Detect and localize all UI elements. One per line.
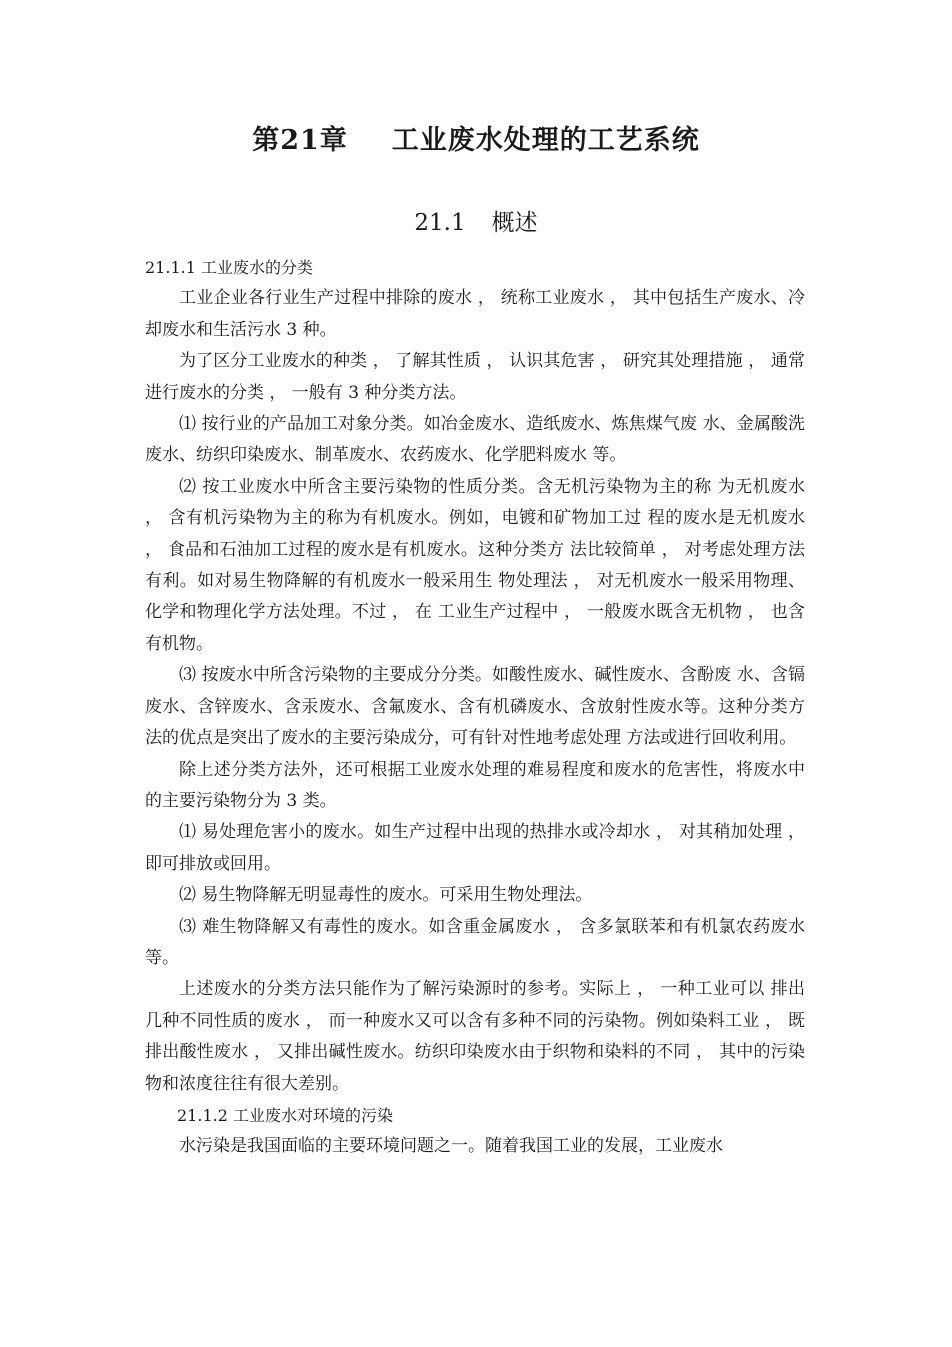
paragraph: 上述废水的分类方法只能作为了解污染源时的参考。实际上 ， 一种工业可以 排出几种不同性质的废水 ， 而一种废水又可以含有多种不同的污染物。例如染料工业 ， 既排出酸性废水 ， 又排出碱性废水。纺织印染废水由于织物和染料的不同 ， 其中的污染物和浓度往往有很大差别。	[145, 979, 805, 1094]
chapter-title-text: 工业废水处理的工艺系统	[391, 125, 700, 156]
body-text	[145, 252, 805, 1163]
chapter-title	[0, 118, 952, 157]
section-number: 21.1	[414, 210, 466, 236]
paragraph: ⑶ 难生物降解又有毒性的废水。如含重金属废水 ， 含多氯联苯和有机氯农药废水等。	[145, 916, 805, 968]
paragraph: ⑴ 易处理危害小的废水。如生产过程中出现的热排水或冷却水 ， 对其稍加处理 ， 即可排放或回用。	[145, 822, 805, 874]
paragraph: 水污染是我国面临的主要环境问题之一。随着我国工业的发展，工业废水	[179, 1136, 723, 1157]
paragraph: ⑵ 易生物降解无明显毒性的废水。可采用生物处理法。	[179, 885, 593, 906]
paragraph: 为了区分工业废水的种类 ， 了解其性质 ， 认识其危害 ， 研究其处理措施 ， 通常进行废水的分类 ， 一般有 3 种分类方法。	[145, 351, 805, 403]
paragraph: ⑴ 按行业的产品加工对象分类。如冶金废水、造纸废水、炼焦煤气废 水、金属酸洗废水、纺织印染废水、制革废水、农药废水、化学肥料废水 等。	[145, 414, 805, 466]
paragraph: 工业企业各行业生产过程中排除的废水 ， 统称工业废水 ， 其中包括生产废水、冷却废水和生活污水 3 种。	[145, 288, 805, 340]
subsection-heading-classification: 21.1.1 工业废水的分类	[145, 258, 313, 277]
paragraph: 除上述分类方法外，还可根据工业废水处理的难易程度和废水的危害性，将废水中的主要污染物分为 3 类。	[145, 759, 805, 811]
paragraph: ⑶ 按废水中所含污染物的主要成分分类。如酸性废水、碱性废水、含酚废 水、含镉废水、含锌废水、含汞废水、含氟废水、含有机磷废水、含放射性废水等。这种分类方法的优点是突出了废水的主要污染成分，可有针对性地考虑处理 方法或进行回收利用。	[145, 665, 805, 749]
subsection-heading-pollution: 21.1.2 工业废水对环境的污染	[177, 1105, 393, 1125]
section-title	[0, 204, 952, 237]
section-title-text: 概述	[491, 210, 538, 236]
chapter-number: 第21章	[252, 125, 348, 156]
paragraph: ⑵ 按工业废水中所含主要污染物的性质分类。含无机污染物为主的称 为无机废水 ， 含有机污染物为主的称为有机废水。例如，电镀和矿物加工过 程的废水是无机废水 ， 食品和石油加工过程的废水是有机废水。这种分类方 法比较简单 ， 对考虑处理方法有利。如对易生物降解的有机废水一般采用生 物处理法 ， 对无机废水一般采用物理、化学和物理化学方法处理。不过 ， 在 工业生产过程中 ， 一般废水既含无机物 ， 也含有机物。	[145, 476, 805, 654]
